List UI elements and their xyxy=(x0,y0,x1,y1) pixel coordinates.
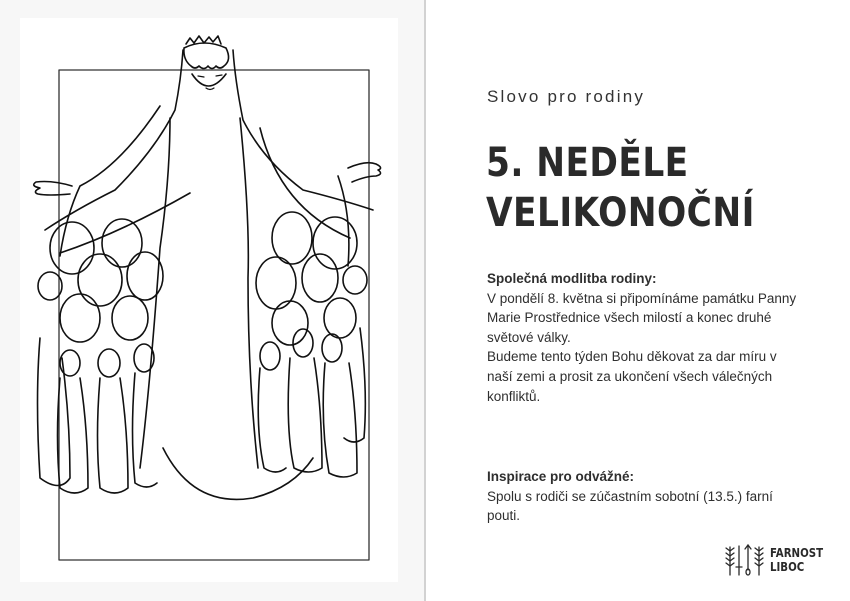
logo-line-2: LIBOC xyxy=(770,560,805,574)
section-heading: Společná modlitba rodiny: xyxy=(487,271,657,286)
section-line: naší zemi a prosit za ukončení všech válečných xyxy=(487,368,773,384)
section-line: Spolu s rodiči se zúčastním sobotní (13.5.) farní xyxy=(487,488,773,504)
right-page xyxy=(426,0,850,601)
farnost-liboc-logo xyxy=(724,543,832,577)
subtitle: Slovo pro rodiny xyxy=(487,87,646,106)
left-page xyxy=(0,0,424,601)
section-inspiration xyxy=(487,467,817,526)
section-line: Marie Prostřednice všech milostí a konec druhé xyxy=(487,310,772,326)
section-line: světové války. xyxy=(487,329,571,345)
section-line: Budeme tento týden Bohu děkovat za dar míru v xyxy=(487,349,777,365)
logo-line-1: FARNOST xyxy=(770,546,824,560)
illustration-panel xyxy=(20,18,398,582)
title-line-1: 5. NEDĚLE xyxy=(486,140,689,186)
section-line: V pondělí 8. května si připomínáme památku Panny xyxy=(487,290,797,306)
wheat-sword-arrow-wheat-icon xyxy=(724,543,766,577)
section-heading: Inspirace pro odvážné: xyxy=(487,469,635,484)
mary-mantle-illustration xyxy=(20,18,398,582)
logo-text xyxy=(770,546,823,574)
title-line-2: VELIKONOČNÍ xyxy=(486,190,755,236)
section-line: pouti. xyxy=(487,508,521,524)
section-line: konfliktů. xyxy=(487,388,541,404)
page-title xyxy=(486,138,755,238)
section-family-prayer xyxy=(487,269,817,406)
